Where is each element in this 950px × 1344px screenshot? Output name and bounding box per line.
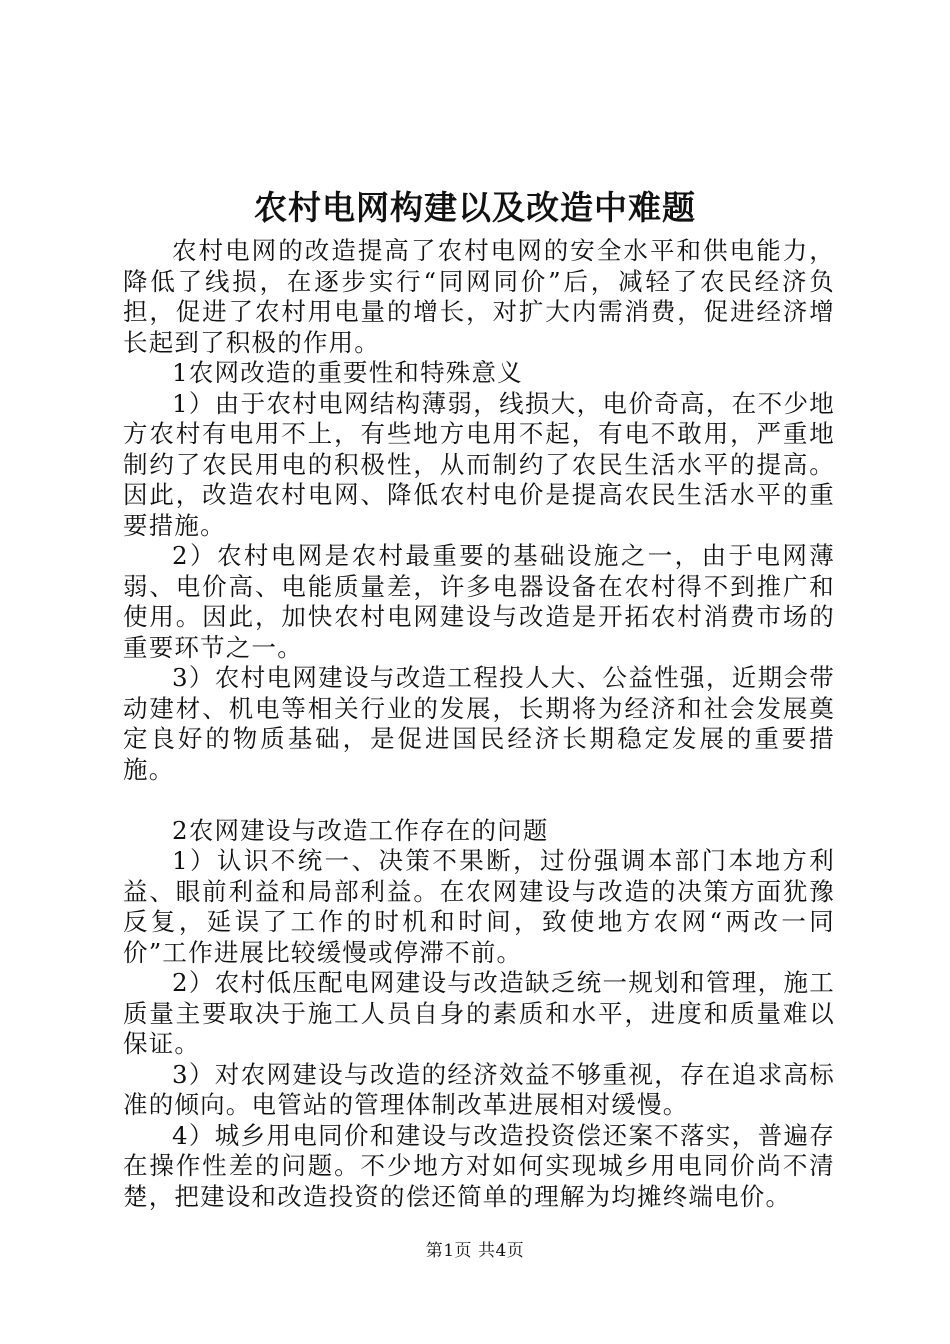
section-2-item-2: 2）农村低压配电网建设与改造缺乏统一规划和管理，施工质量主要取决于施工人员自身的素质和水平，进度和质量难以保证。: [123, 968, 835, 1058]
intro-paragraph: 农村电网的改造提高了农村电网的安全水平和供电能力，降低了线损，在逐步实行“同网同价”后，减轻了农民经济负担，促进了农村用电量的增长，对扩大内需消费，促进经济增长起到了积极的作用。: [123, 236, 835, 357]
section-1-item-3: 3）农村电网建设与改造工程投人大、公益性强，近期会带动建材、机电等相关行业的发展，长期将为经济和社会发展奠定良好的物质基础，是促进国民经济长期稳定发展的重要措施。: [123, 663, 835, 784]
section-1-item-1: 1）由于农村电网结构薄弱，线损大，电价奇高，在不少地方农村有电用不上，有些地方电用不起，有电不敢用，严重地制约了农民用电的积极性，从而制约了农民生活水平的提高。因此，改造农村电网、降低农村电价是提高农民生活水平的重要措施。: [123, 388, 835, 540]
section-2-item-4: 4）城乡用电同价和建设与改造投资偿还案不落实，普遍存在操作性差的问题。不少地方对如何实现城乡用电同价尚不清楚，把建设和改造投资的偿还简单的理解为均摊终端电价。: [123, 1120, 835, 1211]
document-title: 农村电网构建以及改造中难题: [254, 188, 696, 227]
section-heading-2: 2农网建设与改造工作存在的问题: [172, 815, 549, 845]
section-2-item-1: 1）认识不统一、决策不果断，过份强调本部门本地方利益、眼前利益和局部利益。在农网建设与改造的决策方面犹豫反复，延误了工作的时机和时间，致使地方农网“两改一同价”工作进展比较缓慢或停滞不前。: [123, 846, 835, 967]
paragraph-gap: [123, 785, 835, 816]
document-body: [123, 236, 835, 1212]
section-1-item-2: 2）农村电网是农村最重要的基础设施之一，由于电网薄弱、电价高、电能质量差，许多电器设备在农村得不到推广和使用。因此，加快农村电网建设与改造是开拓农村消费市场的重要环节之一。: [123, 541, 835, 662]
page-number-footer: 第1页 共4页: [425, 1241, 525, 1261]
section-heading-1: 1农网改造的重要性和特殊意义: [172, 358, 523, 387]
section-2-item-3: 3）对农网建设与改造的经济效益不够重视，存在追求高标准的倾向。电管站的管理体制改革进展相对缓慢。: [123, 1059, 835, 1119]
